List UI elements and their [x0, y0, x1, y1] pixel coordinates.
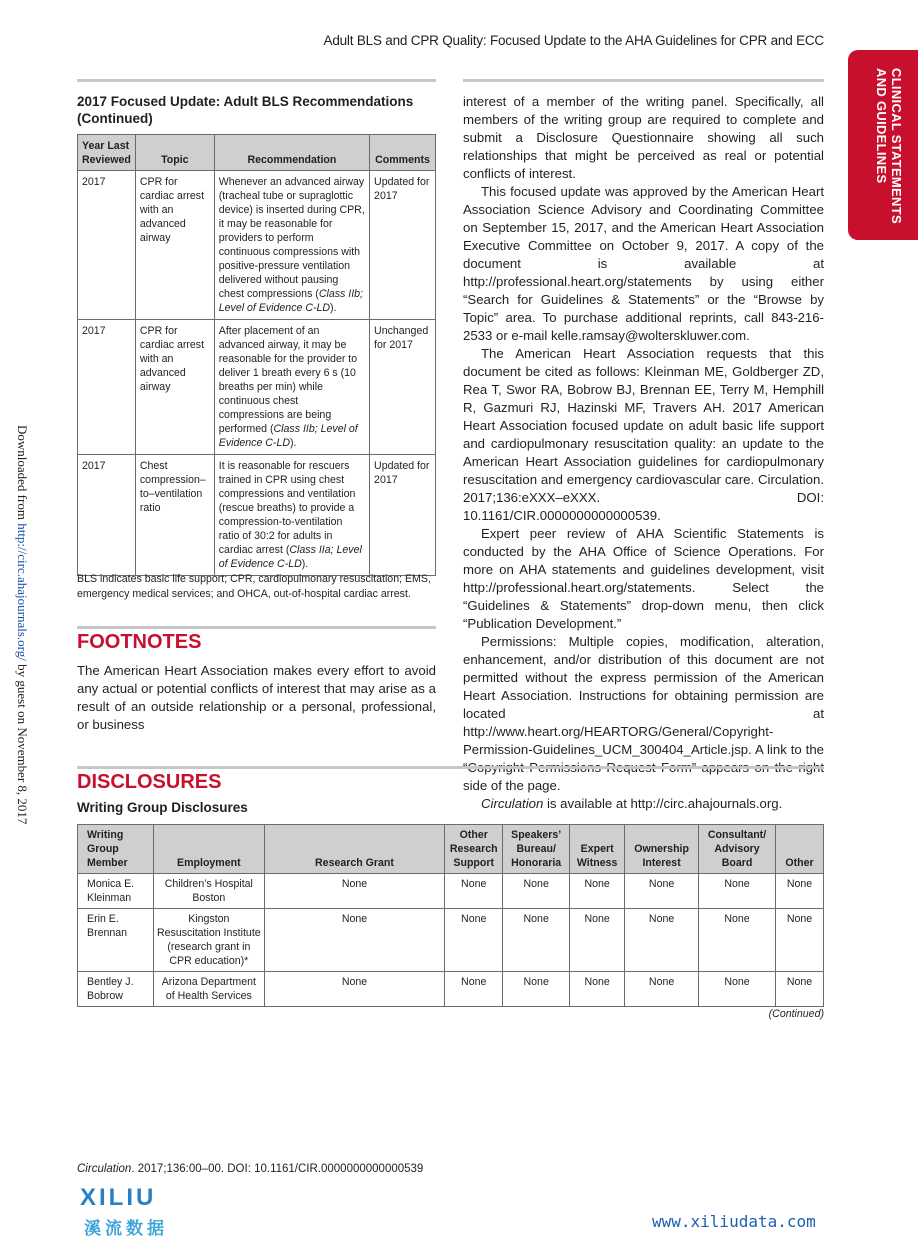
cell-recommendation: [214, 455, 369, 576]
paragraph: The American Heart Association requests that this document be cited as follows: Kleinman ME, Goldberger ZD, Rea T, Swor RA, Bobrow BJ, Brennan EE, Terry M, Hemphill R, Gazmuri RJ, Hazinski MF, Travers AH. 2017 American Heart Association focused update on adult basic life support and cardiopulmonary resuscitation quality: an update to the American Heart Association guidelines for cardiopulmonary resuscitation and emergency cardiovascular care. Circulation. 2017;136:eXXX–eXXX. DOI: 10.1161/CIR.0000000000000539.: [463, 346, 824, 523]
cell-member: Erin E. Brennan: [78, 909, 154, 972]
disclosures-rule: [77, 766, 824, 769]
availability-text: is available at http://circ.ahajournals.org.: [543, 796, 783, 811]
cell-employment: Arizona Department of Health Services: [153, 972, 264, 1007]
table-row: [78, 972, 824, 1007]
cell-comments: Updated for 2017: [370, 455, 436, 576]
cell-other-research: None: [445, 909, 503, 972]
rec-end: ).: [290, 437, 297, 449]
cell-comments: Updated for 2017: [370, 171, 436, 320]
bls-recommendations-table: [77, 134, 436, 576]
col-comments: Comments: [370, 135, 436, 171]
download-link[interactable]: http://circ.ahajournals.org/: [15, 523, 30, 661]
table-row: [78, 909, 824, 972]
col-research-grant: Research Grant: [264, 825, 444, 874]
table-row: [78, 171, 436, 320]
col-ownership-interest: Ownership Interest: [625, 825, 699, 874]
cell-research-grant: None: [264, 874, 444, 909]
top-rule-right: [463, 79, 824, 82]
side-tab-label: [874, 68, 904, 224]
logo-latin-text: XILIU: [80, 1184, 157, 1211]
side-tab-line2: AND GUIDELINES: [874, 68, 889, 184]
col-speakers-bureau: Speakers’ Bureau/ Honoraria: [503, 825, 570, 874]
cell-employment: Children’s Hospital Boston: [153, 874, 264, 909]
watermark-url[interactable]: www.xiliudata.com: [652, 1212, 816, 1231]
cell-other: None: [776, 972, 824, 1007]
table-header-row: [78, 135, 436, 171]
cell-year: 2017: [78, 455, 136, 576]
cell-expert-witness: None: [570, 874, 625, 909]
table-row: [78, 874, 824, 909]
cell-employment: Kingston Resuscitation Institute (research grant in CPR education)*: [153, 909, 264, 972]
logo-chinese-text: 溪流数据: [84, 1219, 168, 1238]
cell-consultant: None: [699, 909, 776, 972]
cell-ownership: None: [625, 909, 699, 972]
journal-name: Circulation: [481, 796, 544, 811]
col-writing-group-member: Writing Group Member: [78, 825, 154, 874]
footnotes-text: The American Heart Association makes every effort to avoid any actual or potential conflicts of interest that may arise as a result of an outside relationship or a personal, professional, or business: [77, 663, 436, 732]
cell-member: Bentley J. Bobrow: [78, 972, 154, 1007]
cell-other: None: [776, 874, 824, 909]
download-note: [14, 425, 30, 824]
cell-consultant: None: [699, 874, 776, 909]
cell-consultant: None: [699, 972, 776, 1007]
side-tab-line1: CLINICAL STATEMENTS: [889, 68, 904, 224]
writing-group-disclosures-table: [77, 824, 824, 1007]
col-consultant-advisory: Consultant/ Advisory Board: [699, 825, 776, 874]
cell-expert-witness: None: [570, 972, 625, 1007]
rec-evidence: Class IIa; Level of Evidence C-LD: [218, 544, 362, 570]
table-row: [78, 320, 436, 455]
cell-topic: CPR for cardiac arrest with an advanced airway: [135, 171, 214, 320]
cell-speakers: None: [503, 909, 570, 972]
download-note-suffix: by guest on November 8, 2017: [15, 660, 30, 825]
cell-research-grant: None: [264, 972, 444, 1007]
col-other: Other: [776, 825, 824, 874]
col-topic: Topic: [135, 135, 214, 171]
rec-evidence: Class IIb; Level of Evidence C-LD: [218, 423, 358, 449]
cell-other-research: None: [445, 972, 503, 1007]
cell-member: Monica E. Kleinman: [78, 874, 154, 909]
top-rule-left: [77, 79, 436, 82]
cell-ownership: None: [625, 972, 699, 1007]
continued-note: (Continued): [768, 1008, 824, 1020]
page-citation: [77, 1163, 423, 1175]
paragraph: interest of a member of the writing panel. Specifically, all members of the writing group are required to complete and submit a Disclosure Questionnaire showing all such relationships that might be perceived as real or potential conflicts of interest.: [463, 94, 824, 181]
rec-text: Whenever an advanced airway (tracheal tube or supraglottic device) is inserted during CPR, it may be reasonable for providers to perform continuous compressions with positive-pressure ventilation delivered without pausing chest compressions (: [218, 176, 365, 300]
table-title: 2017 Focused Update: Adult BLS Recommendations (Continued): [77, 94, 414, 126]
cell-recommendation: [214, 171, 369, 320]
cell-other-research: None: [445, 874, 503, 909]
col-other-research-support: Other Research Support: [445, 825, 503, 874]
rec-evidence: Class IIb; Level of Evidence C-LD: [218, 288, 363, 314]
paragraph: Expert peer review of AHA Scientific Statements is conducted by the AHA Office of Science Operations. For more on AHA statements and guidelines development, visit http://professional.heart.org/statements. Select the “Guidelines & Statements” drop-down menu, then click “Publication Development.”: [463, 526, 824, 631]
cell-topic: Chest compression–to–ventilation ratio: [135, 455, 214, 576]
cell-speakers: None: [503, 874, 570, 909]
disclosures-heading: DISCLOSURES: [77, 771, 222, 793]
cell-ownership: None: [625, 874, 699, 909]
cell-comments: Unchanged for 2017: [370, 320, 436, 455]
footnotes-rule: [77, 626, 436, 629]
xiliu-logo: [80, 1184, 200, 1238]
rec-text: It is reasonable for rescuers trained in CPR using chest compressions and ventilation (rescue breaths) to provide a compression-to-ventilation ratio of 30:2 for adults in cardiac arrest (: [218, 460, 356, 556]
disclosures-subheading: Writing Group Disclosures: [77, 800, 248, 815]
circulation-availability: [463, 795, 824, 813]
cell-other: None: [776, 909, 824, 972]
cell-research-grant: None: [264, 909, 444, 972]
right-column-text: [463, 93, 824, 813]
cell-speakers: None: [503, 972, 570, 1007]
col-employment: Employment: [153, 825, 264, 874]
download-note-prefix: Downloaded from: [15, 425, 30, 524]
table-row: [78, 455, 436, 576]
table-footnote: BLS indicates basic life support; CPR, cardiopulmonary resuscitation; EMS, emergency medical services; and OHCA, out-of-hospital cardiac arrest.: [77, 573, 431, 600]
cell-year: 2017: [78, 320, 136, 455]
cell-topic: CPR for cardiac arrest with an advanced airway: [135, 320, 214, 455]
running-head: Adult BLS and CPR Quality: Focused Update to the AHA Guidelines for CPR and ECC: [323, 33, 824, 48]
rec-text: After placement of an advanced airway, it may be reasonable for the provider to deliver 1 breath every 6 s (10 breaths per min) while continuous chest compressions are being performed (: [218, 325, 358, 435]
paragraph: Permissions: Multiple copies, modification, alteration, enhancement, and/or distribution of this document are not permitted without the express permission of the American Heart Association. Instructions for obtaining permission are located at http://www.heart.org/HEARTORG/General/Copyright-Permission-Guidelines_UCM_300404_Article.jsp. A link to the side of the page.: [463, 634, 824, 793]
paragraph: This focused update was approved by the American Heart Association Science Advisory and Coordinating Committee on September 15, 2017, and the American Heart Association Executive Committee on October 9, 2017. A copy of the document is available at http://professional.heart.org/statements by using either “Search for Guidelines & Statements” or the “Browse by Topic” area. To purchase additional reprints, call 843-216-2533 or e-mail kelle.ramsay@wolterskluwer.com.: [463, 184, 824, 343]
table-header-row: [78, 825, 824, 874]
citation-journal: Circulation: [77, 1163, 132, 1175]
cell-recommendation: [214, 320, 369, 455]
cell-expert-witness: None: [570, 909, 625, 972]
col-recommendation: Recommendation: [214, 135, 369, 171]
rec-end: ).: [301, 558, 309, 570]
col-year-last-reviewed: Year Last Reviewed: [78, 135, 136, 171]
rec-end: ).: [330, 302, 337, 314]
cell-year: 2017: [78, 171, 136, 320]
section-side-tab: [848, 50, 918, 240]
footnotes-heading: FOOTNOTES: [77, 631, 202, 653]
col-expert-witness: Expert Witness: [570, 825, 625, 874]
citation-details: . 2017;136:00–00. DOI: 10.1161/CIR.0000000000000539: [131, 1163, 424, 1175]
